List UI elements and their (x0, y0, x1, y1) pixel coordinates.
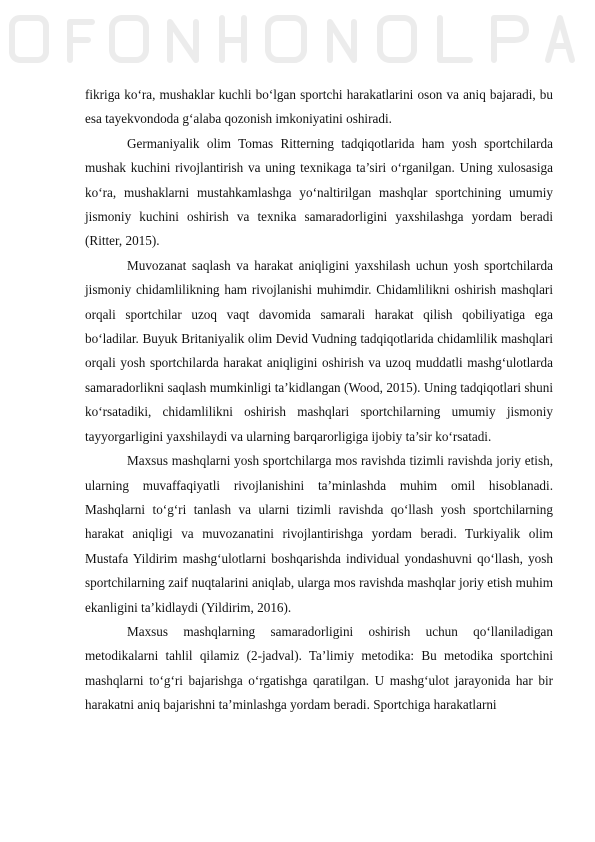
paragraph-5: Maxsus mashqlarning samaradorligini oshirish uchun qo‘llaniladigan metodikalarni tahlil qilamiz (2-jadval). Ta’limiy metodika: Bu metodika sportchini mashqlarni to‘g‘ri bajarishga o‘rgatishga qaratilgan. U mashg‘ulot jarayonida har bir harakatni aniq bajarishni ta’minlashga yordam beradi. Sportchiga harakatlarni (85, 623, 553, 713)
paragraph-1: fikriga ko‘ra, mushaklar kuchli bo‘lgan sportchi harakatlarini oson va aniq bajaradi, bu esa tayekvondoda g‘alaba qozonish imkoniyatini oshiradi. (85, 87, 553, 127)
paragraph-3: Muvozanat saqlash va harakat aniqligini yaxshilash uchun yosh sportchilarda jismoniy chidamlilikning ham rivojlanishi muhimdir. Chidamlilikni oshirish mashqlari orqali sportchilar uzoq vaqt davomida samarali harakat qilish qobiliyatiga ega bo‘ladilar. Buyuk Britaniyalik olim Devid Vudning tadqiqotlarida chidamlilik mashqlari orqali yosh sportchilarda harakat aniqligini oshirish va uzoq muddatli mashg‘ulotlarda samaradorlikni saqlash mumkinligi ta’kidlangan (Wood, 2015). Uning tadqiqotlari shuni ko‘rsatadiki, chidamlilikni oshirish mashqlari sportchilarning umumiy jismoniy tayyorgarligini yaxshilaydi va ularning barqarorligiga ijobiy ta’sir ko‘rsatadi. (85, 257, 553, 444)
paragraph-4: Maxsus mashqlarni yosh sportchilarga mos ravishda tizimli ravishda joriy etish, ularning muvaffaqiyatli rivojlanishini ta’minlashda muhim omil hisoblanadi. Mashqlarni to‘g‘ri tanlash va ularni tizimli ravishda qo‘llash yosh sportchilarning harakat aniqligi va muvozanatini rivojlantirishga yordam beradi. Turkiyalik olim Mustafa Yildirim mashg‘ulotlarni boshqarishda individual yondashuvni qo‘llash, yosh sportchilarning zaif nuqtalarini aniqlab, ularga mos ravishda mashqlar joriy etish muhim ekanligini ta’kidlaydi (Yildirim, 2016). (85, 453, 553, 615)
document-body (85, 83, 553, 718)
paragraph-2: Germaniyalik olim Tomas Ritterning tadqiqotlarida ham yosh sportchilarda mushak kuchini rivojlantirish va uning texnikaga ta’siri o‘rganilgan. Uning xulosasiga ko‘ra, mushaklarni mustahkamlashga yo‘naltirilgan mashqlar sportchining umumiy jismoniy kuchini oshirish va texnika samaradorligini yaxshilashga yordam beradi (Ritter, 2015). (85, 135, 553, 249)
